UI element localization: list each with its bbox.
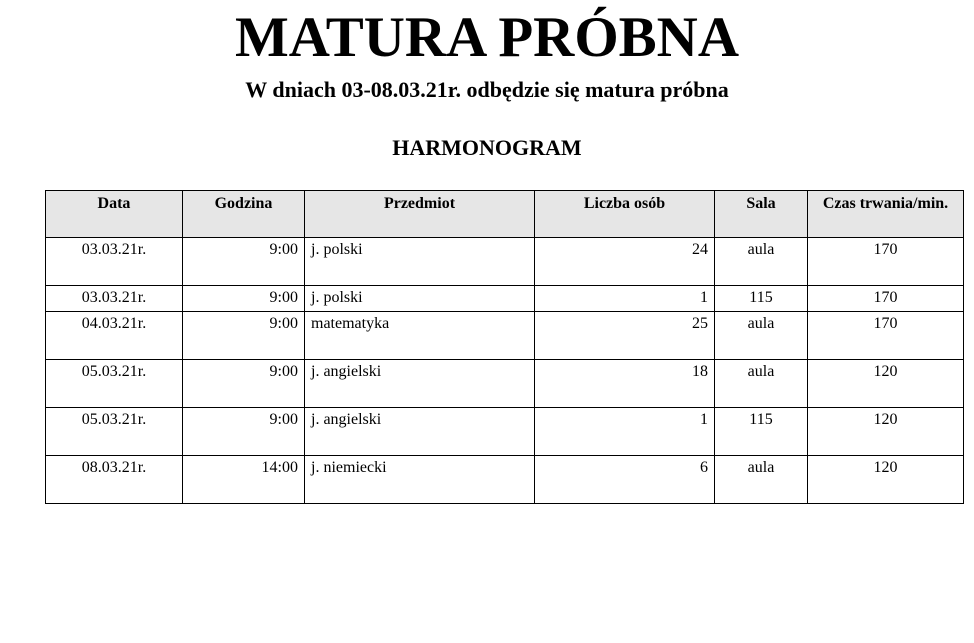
cell-duration: 120 <box>808 360 964 408</box>
column-header-date: Data <box>46 191 183 238</box>
cell-time: 9:00 <box>183 408 305 456</box>
cell-duration: 120 <box>808 456 964 504</box>
cell-subject: j. polski <box>305 238 535 286</box>
cell-duration: 170 <box>808 312 964 360</box>
table-row <box>46 408 964 456</box>
table-row <box>46 238 964 286</box>
cell-subject: matematyka <box>305 312 535 360</box>
column-header-count: Liczba osób <box>535 191 715 238</box>
column-header-time: Godzina <box>183 191 305 238</box>
cell-room: aula <box>715 360 808 408</box>
cell-date: 05.03.21r. <box>46 360 183 408</box>
cell-room: aula <box>715 312 808 360</box>
cell-room: 115 <box>715 408 808 456</box>
cell-room: 115 <box>715 286 808 312</box>
section-heading: HARMONOGRAM <box>392 135 582 160</box>
cell-date: 08.03.21r. <box>46 456 183 504</box>
column-header-duration: Czas trwania/min. <box>808 191 964 238</box>
cell-count: 18 <box>535 360 715 408</box>
cell-date: 03.03.21r. <box>46 238 183 286</box>
cell-time: 9:00 <box>183 360 305 408</box>
cell-subject: j. polski <box>305 286 535 312</box>
cell-date: 04.03.21r. <box>46 312 183 360</box>
cell-date: 03.03.21r. <box>46 286 183 312</box>
cell-date: 05.03.21r. <box>46 408 183 456</box>
cell-room: aula <box>715 456 808 504</box>
table-header-row <box>46 191 964 238</box>
cell-subject: j. angielski <box>305 408 535 456</box>
cell-time: 9:00 <box>183 312 305 360</box>
cell-count: 1 <box>535 408 715 456</box>
cell-count: 1 <box>535 286 715 312</box>
page-subtitle: W dniach 03-08.03.21r. odbędzie się matura próbna <box>245 77 729 102</box>
cell-duration: 170 <box>808 286 964 312</box>
cell-time: 9:00 <box>183 286 305 312</box>
cell-room: aula <box>715 238 808 286</box>
cell-count: 24 <box>535 238 715 286</box>
page-title: MATURA PRÓBNA <box>234 6 739 69</box>
table-row <box>46 286 964 312</box>
cell-count: 6 <box>535 456 715 504</box>
cell-subject: j. angielski <box>305 360 535 408</box>
cell-time: 14:00 <box>183 456 305 504</box>
table-row <box>46 312 964 360</box>
cell-time: 9:00 <box>183 238 305 286</box>
cell-duration: 120 <box>808 408 964 456</box>
cell-count: 25 <box>535 312 715 360</box>
column-header-room: Sala <box>715 191 808 238</box>
column-header-subject: Przedmiot <box>305 191 535 238</box>
table-row <box>46 456 964 504</box>
cell-subject: j. niemiecki <box>305 456 535 504</box>
schedule-table <box>45 190 964 504</box>
cell-duration: 170 <box>808 238 964 286</box>
table-row <box>46 360 964 408</box>
